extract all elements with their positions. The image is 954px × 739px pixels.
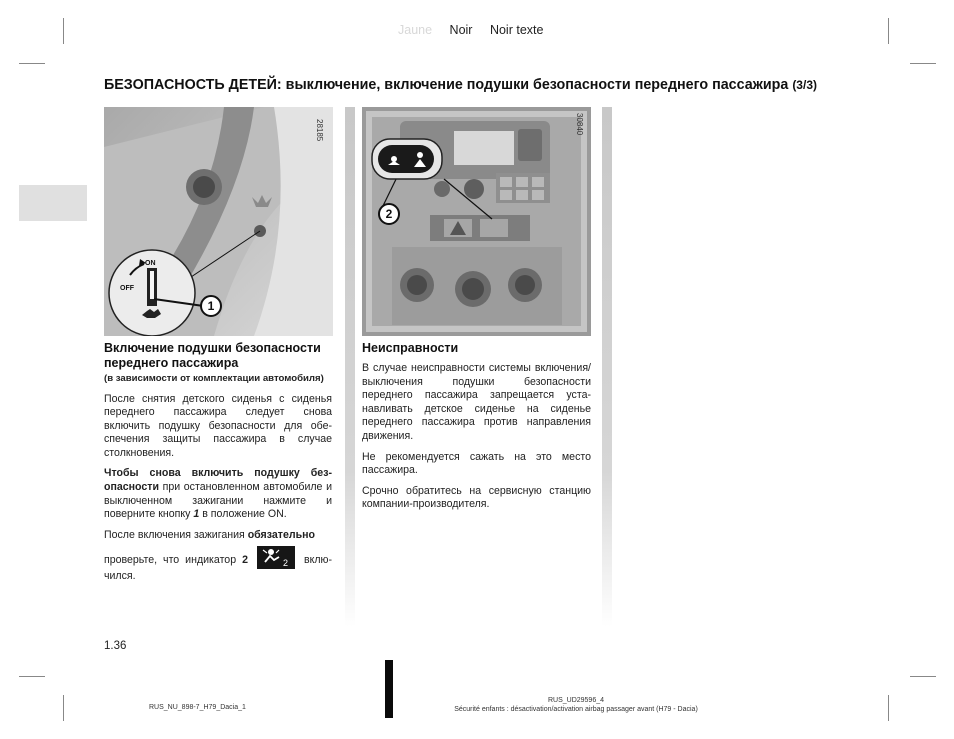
chapter-tab xyxy=(19,185,87,221)
reference-number: 1 xyxy=(193,508,200,521)
bold-text: обязательно xyxy=(247,528,315,541)
text: включился. xyxy=(104,554,332,583)
footer-left: RUS_NU_898-7_H79_Dacia_1 xyxy=(149,704,246,711)
registration-bar xyxy=(385,660,393,718)
color-tab-jaune: Jaune xyxy=(398,23,433,37)
color-separation-labels xyxy=(398,23,557,37)
section-heading: Включение подушки безопасности переднего пассажира xyxy=(104,341,321,370)
section-subheading: (в зависимости от комплектации автомобиля) xyxy=(104,373,324,384)
paragraph: Не рекомендуется сажать на это место пассажира. xyxy=(362,450,591,477)
crop-mark xyxy=(888,18,889,44)
callout-1-label: 1 xyxy=(207,299,215,313)
callout-2-label: 2 xyxy=(385,207,393,221)
crop-mark xyxy=(910,676,936,677)
callout-2 xyxy=(378,203,400,225)
photo-code: 30840 xyxy=(575,113,584,136)
footer-code: RUS_UD29596_4 xyxy=(547,697,605,704)
crop-mark xyxy=(910,63,936,64)
paragraph xyxy=(104,467,332,521)
text: После включения зажигания xyxy=(104,528,248,541)
crop-mark xyxy=(19,676,45,677)
airbag-switch-photo xyxy=(104,107,333,336)
right-column xyxy=(362,341,591,519)
page-title-main: БЕЗОПАСНОСТЬ ДЕТЕЙ: выключение, включение подушки безопасности переднего пассажира xyxy=(104,77,789,93)
left-column xyxy=(104,341,332,590)
column-separator xyxy=(602,107,612,627)
paragraph xyxy=(104,546,332,583)
crop-mark xyxy=(888,695,889,721)
airbag-off-indicator-icon xyxy=(257,546,295,569)
crop-mark xyxy=(63,695,64,721)
switch-off-label: OFF xyxy=(120,285,134,292)
airbag-off-icon xyxy=(257,546,295,569)
section-heading: Неисправности xyxy=(362,341,459,355)
color-tab-noir-texte: Noir texte xyxy=(489,23,544,37)
switch-on-label: ON xyxy=(145,260,156,267)
text: при остановленном автомобиле и выключенном зажигании нажмите и поверните кнопку xyxy=(104,481,332,521)
crop-mark xyxy=(19,63,45,64)
page-number: 1.36 xyxy=(104,640,127,652)
crop-mark xyxy=(63,18,64,44)
footer-right xyxy=(430,696,722,714)
text: в положение ON. xyxy=(199,508,287,521)
page-title-part: (3/3) xyxy=(792,78,817,92)
color-tab-noir: Noir xyxy=(449,23,473,37)
photo-code: 28185 xyxy=(315,119,324,142)
svg-text:2: 2 xyxy=(282,558,288,569)
footer-description: Sécurité enfants : désactivation/activation airbag passager avant (H79 - Dacia) xyxy=(454,706,698,713)
paragraph: Срочно обратитесь на сервисную станцию компании-производителя. xyxy=(362,484,591,511)
callout-1 xyxy=(200,295,222,317)
bold-text: Чтобы снова включить подушку безопасности xyxy=(104,467,332,494)
paragraph: В случае неисправности системы включения/выключения подушки безопасности переднего пассажира запрещается устанавливать детское сиденье на сиденье переднего пассажира против направления движения. xyxy=(362,362,591,442)
column-separator xyxy=(345,107,355,627)
paragraph xyxy=(104,529,332,543)
page-title xyxy=(104,77,864,93)
reference-number: 2 xyxy=(242,554,248,567)
paragraph: После снятия детского сиденья с сиденья переднего пассажира следует снова включить подушку безопасности для обеспечения защиты пассажира в случае столкновения. xyxy=(104,392,332,459)
dashboard-photo xyxy=(362,107,591,336)
text: проверьте, что индикатор xyxy=(104,554,243,567)
